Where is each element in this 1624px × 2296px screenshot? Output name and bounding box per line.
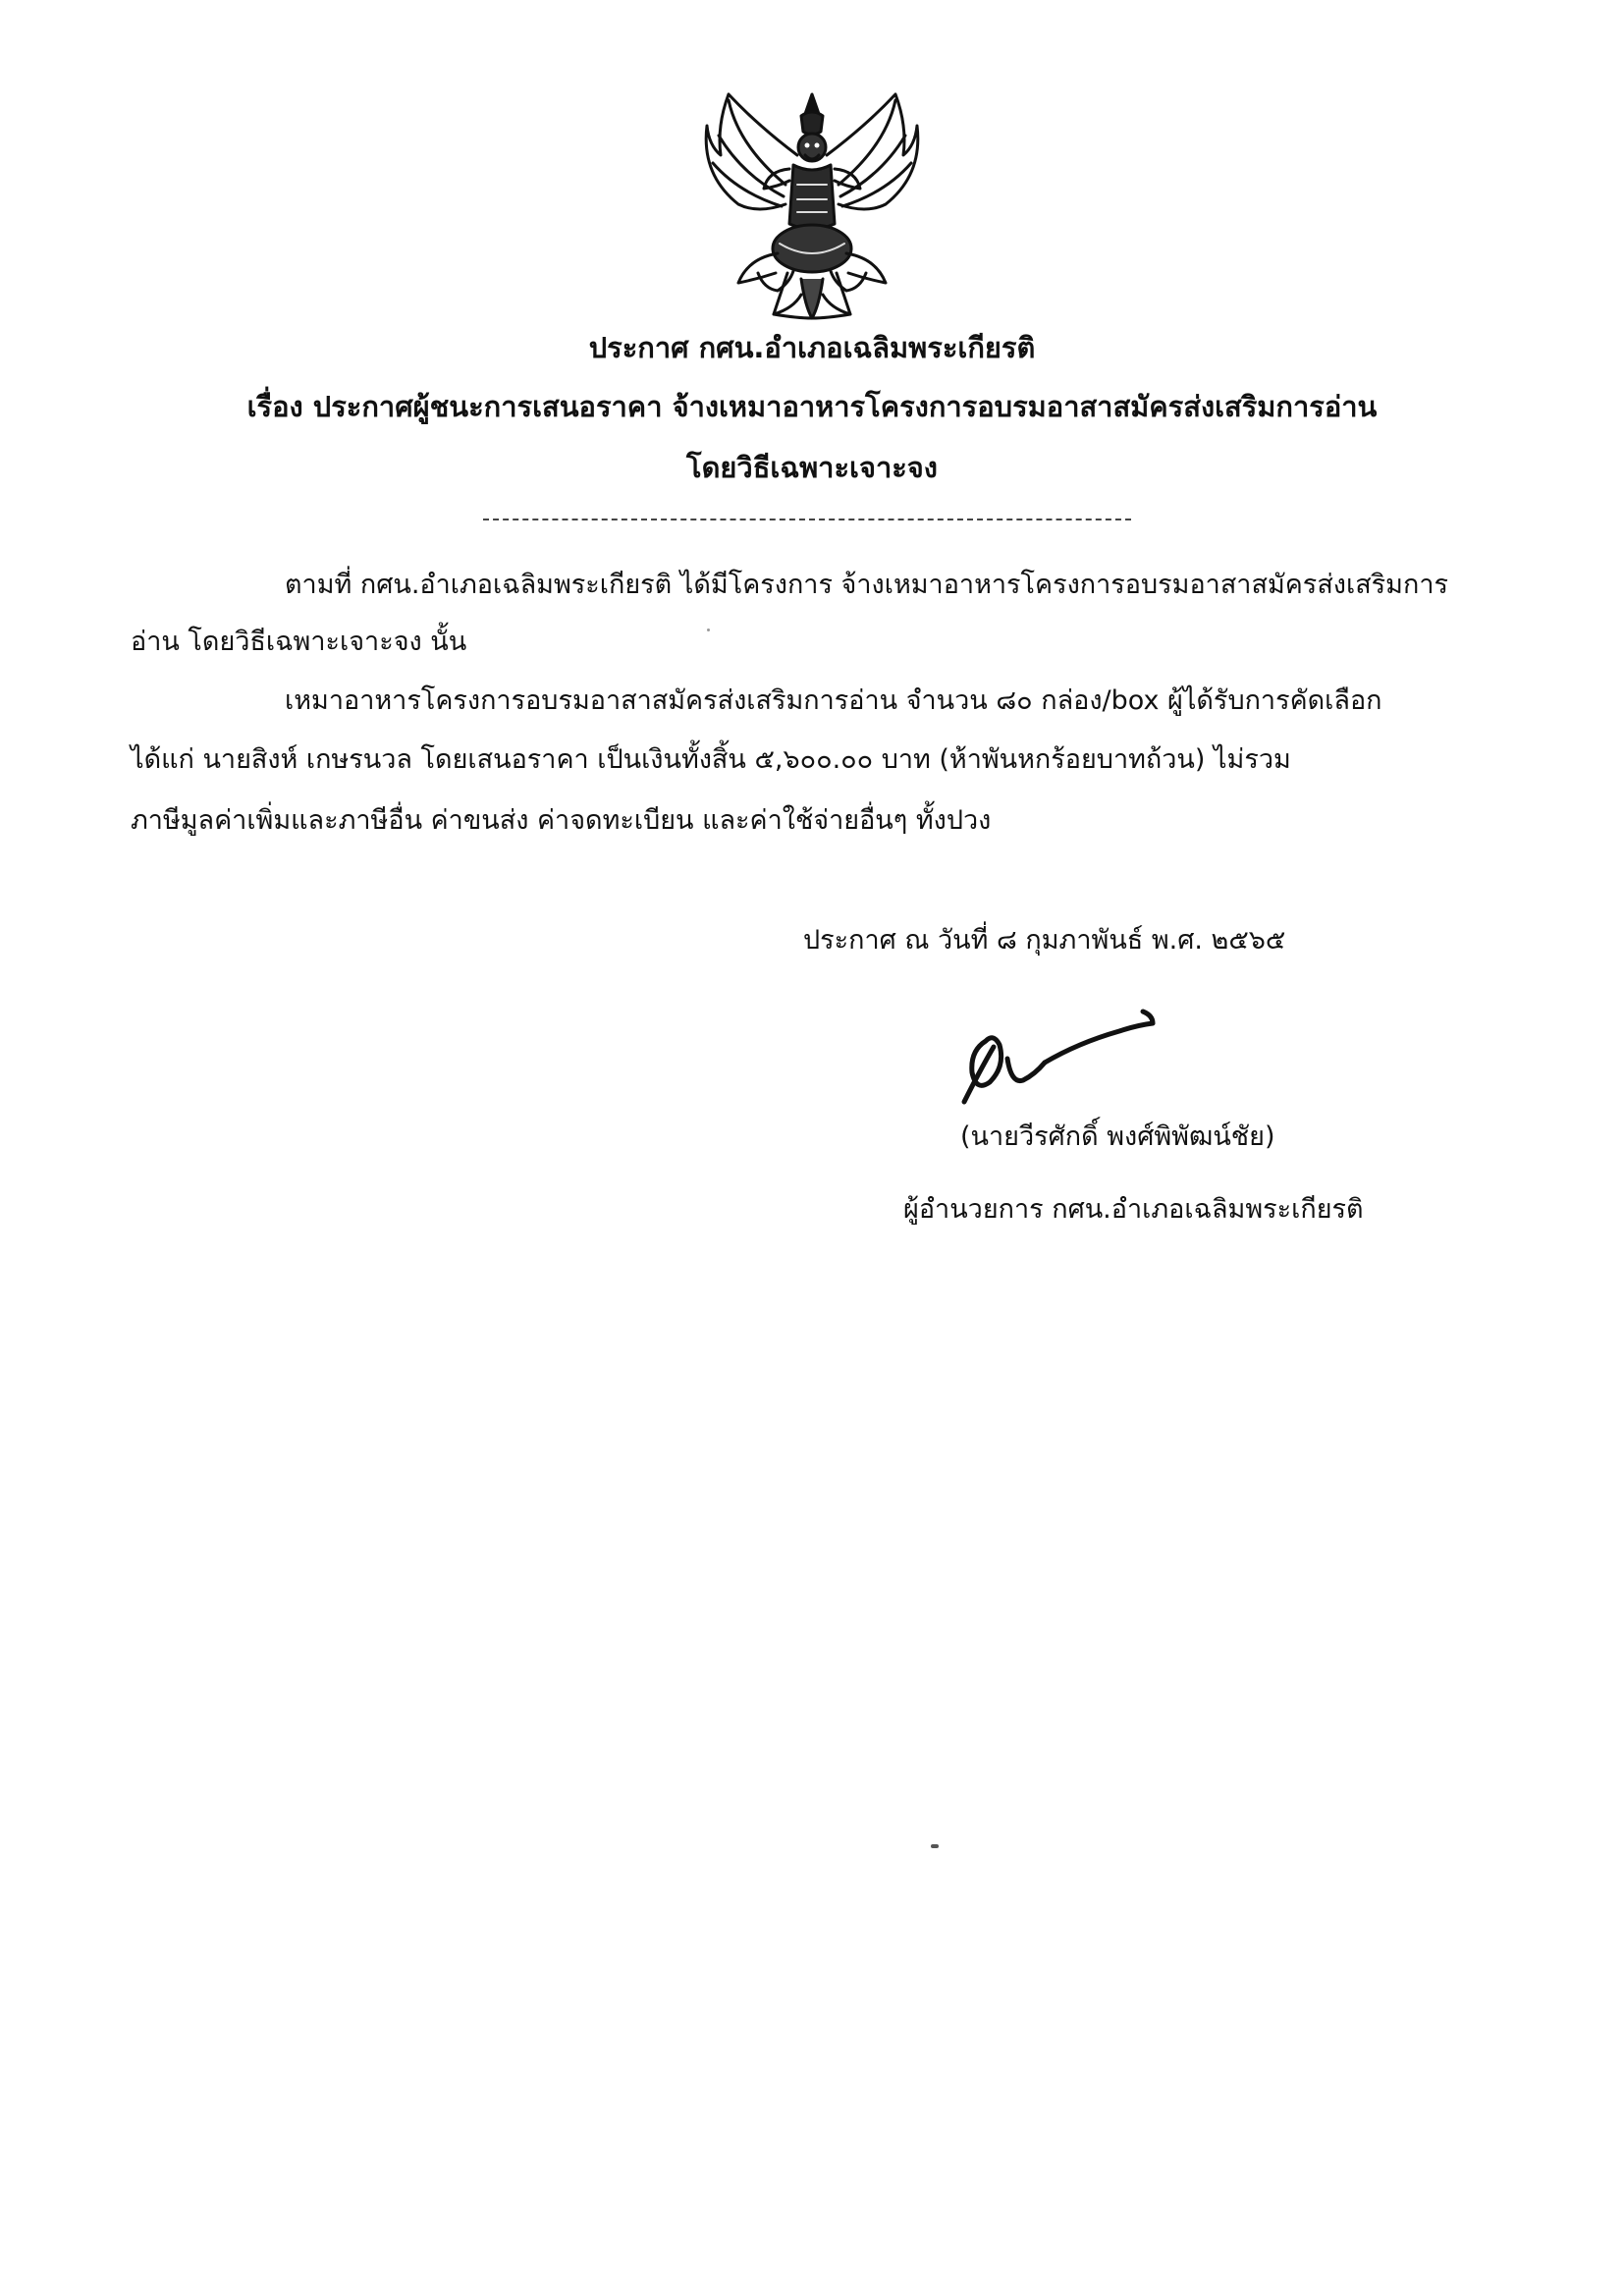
scan-speck [931,1844,939,1848]
paragraph2-line3: ภาษีมูลค่าเพิ่มและภาษีอื่น ค่าขนส่ง ค่าจดทะเบียน และค่าใช้จ่ายอื่นๆ ทั้งปวง [131,805,992,836]
announcement-subject: เรื่อง ประกาศผู้ชนะการเสนอราคา จ้างเหมาอาหารโครงการอบรมอาสาสมัครส่งเสริมการอ่าน [246,390,1378,423]
garuda-emblem-icon [699,86,925,322]
header-divider [483,519,1131,520]
scan-speck [707,629,710,631]
procurement-method: โดยวิธีเฉพาะเจาะจง [686,451,938,484]
paragraph1-line2: อ่าน โดยวิธีเฉพาะเจาะจง นั้น [131,627,467,657]
signer-name: (นายวีรศักดิ์ พงศ์พิพัฒน์ชัย) [960,1121,1275,1152]
signer-position: ผู้อำนวยการ กศน.อำเภอเฉลิมพระเกียรติ [903,1194,1364,1225]
announcement-title: ประกาศ กศน.อำเภอเฉลิมพระเกียรติ [588,331,1036,364]
announcement-date: ประกาศ ณ วันที่ ๘ กุมภาพันธ์ พ.ศ. ๒๕๖๕ [803,925,1286,956]
paragraph2-line1: เหมาอาหารโครงการอบรมอาสาสมัครส่งเสริมการอ่าน จำนวน ๘๐ กล่อง/box ผู้ได้รับการคัดเลือก [285,685,1382,716]
paragraph2-line2: ได้แก่ นายสิงห์ เกษรนวล โดยเสนอราคา เป็นเงินทั้งสิ้น ๕,๖๐๐.๐๐ บาท (ห้าพันหกร้อยบาทถ้วน) ไม่รวม [131,744,1291,775]
handwritten-signature-icon [950,1002,1166,1110]
paragraph1-line1: ตามที่ กศน.อำเภอเฉลิมพระเกียรติ ได้มีโครงการ จ้างเหมาอาหารโครงการอบรมอาสาสมัครส่งเสริมการ [285,570,1448,600]
